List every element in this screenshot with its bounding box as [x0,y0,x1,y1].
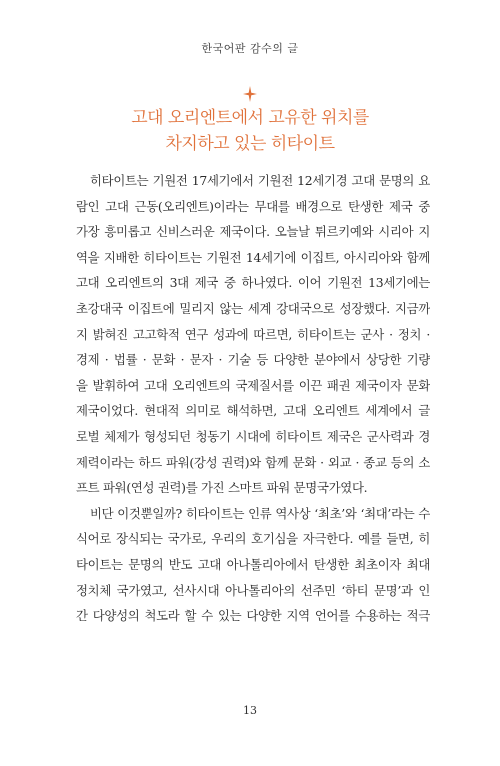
text-line: 식어로 장식되는 국가로, 우리의 호기심을 자극한다. 예를 들면, 히 [76,531,430,547]
text-line: 히타이트는 기원전 17세기에서 기원전 12세기경 고대 문명의 요 [90,173,430,188]
paragraph-1 [76,168,430,501]
body-text [76,168,430,629]
text-line: 람인 고대 근동(오리엔트)이라는 무대를 배경으로 탄생한 제국 중 [76,198,430,214]
text-line: 제국이었다. 현대적 의미로 해석하면, 고대 오리엔트 세계에서 글 [76,403,430,419]
text-line: 간 다양성의 척도라 할 수 있는 다양한 지역 언어를 수용하는 적극 [76,608,430,624]
text-line: 을 발휘하여 고대 오리엔트의 국제질서를 이끈 패권 제국이자 문화 [76,377,430,393]
running-header: 한국어판 감수의 글 [201,42,299,55]
text-line: 경제 · 법률 · 문화 · 문자 · 기술 등 다양한 분야에서 상당한 기량 [76,352,430,368]
chapter-title [0,105,500,157]
text-line: 로벌 체제가 형성되던 청동기 시대에 히타이트 제국은 군사력과 경 [76,428,430,444]
text-line: 제력이라는 하드 파워(강성 권력)와 함께 문화 · 외교 · 종교 등의 소 [76,454,430,470]
text-line: 초강대국 이집트에 밀리지 않는 세계 강대국으로 성장했다. 지금까 [76,300,430,316]
ornament [0,86,500,102]
text-line: 지 밝혀진 고고학적 연구 성과에 따르면, 히타이트는 군사 · 정치 · [76,326,430,342]
text-line: 역을 지배한 히타이트는 기원전 14세기에 이집트, 아시리아와 함께 [76,249,430,265]
text-line: 고대 오리엔트의 3대 제국 중 하나였다. 이어 기원전 13세기에는 [76,275,430,291]
paragraph-2 [76,501,430,629]
sparkle-icon [243,86,257,102]
text-line: 비단 이것뿐일까? 히타이트는 인류 역사상 ‘최초’와 ‘최대’라는 수 [90,505,430,521]
chapter-title-line-2: 차지하고 있는 히타이트 [165,134,335,154]
text-line: 가장 흥미롭고 신비스러운 제국이다. 오늘날 튀르키예와 시리아 지 [76,224,430,240]
text-line: 정치체 국가였고, 선사시대 아나톨리아의 선주민 ‘하티 문명’과 인 [76,582,430,598]
page-number: 13 [243,704,257,717]
text-line: 프트 파워(연성 권력)를 가진 스마트 파워 문명국가였다. [76,480,368,496]
chapter-title-line-1: 고대 오리엔트에서 고유한 위치를 [131,108,369,128]
text-line: 타이트는 문명의 반도 고대 아나톨리아에서 탄생한 최초이자 최대 [76,556,430,572]
